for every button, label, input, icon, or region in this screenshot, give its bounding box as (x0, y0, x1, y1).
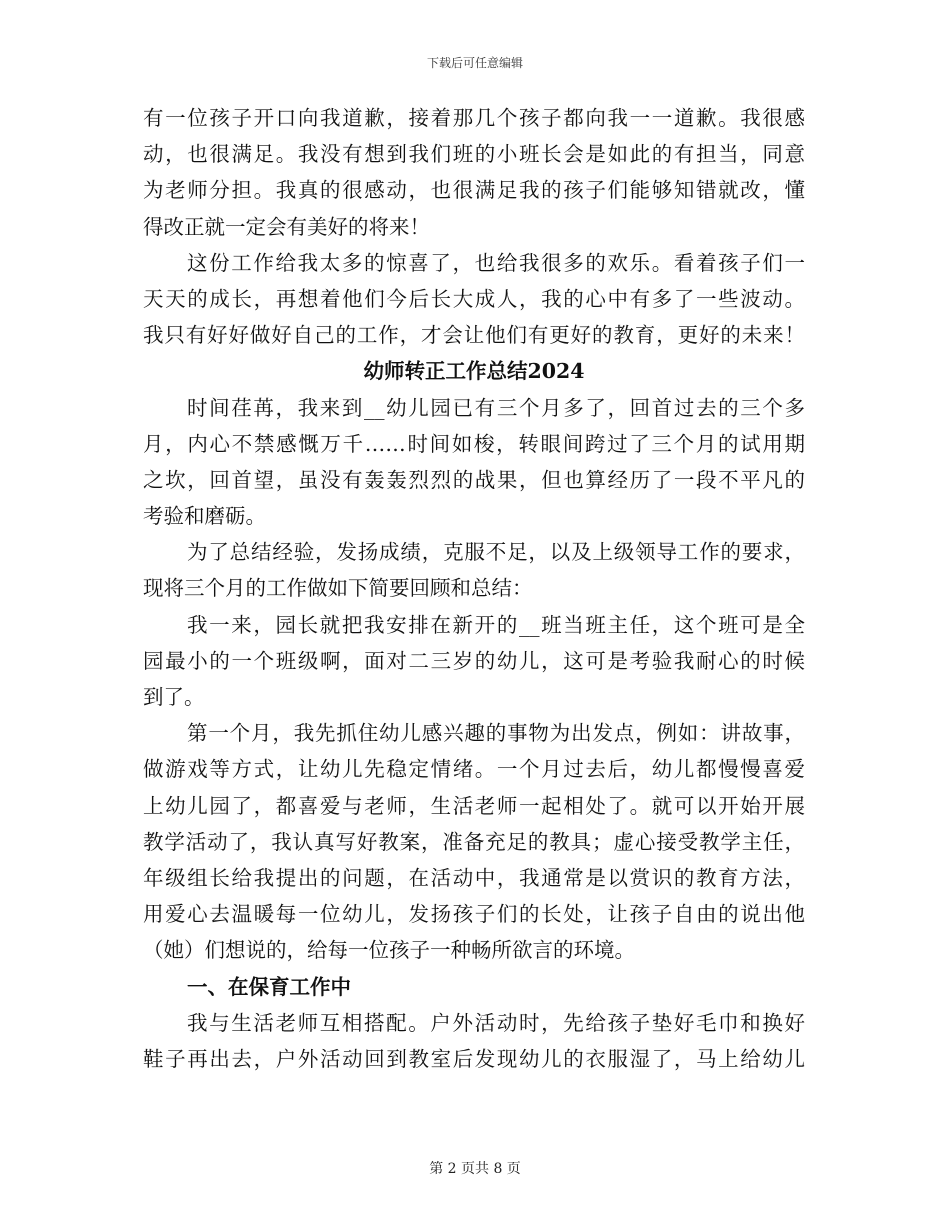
text-line: 得改正就一定会有美好的将来！ (143, 214, 430, 239)
text-line: 考验和磨砺。 (143, 504, 266, 529)
page-header: 下载后可任意编辑 (426, 56, 523, 70)
text-line: 用爱心去温暖每一位幼儿，发扬孩子们的长处，让孩子自由的说出他 (143, 902, 805, 927)
text-line: （她）们想说的，给每一位孩子一种畅所欲言的环境。 (143, 938, 635, 963)
text-line: 上幼儿园了，都喜爱与老师，生活老师一起相处了。就可以开始开展 (143, 793, 805, 818)
text-line: 鞋子再出去，户外活动回到教室后发现幼儿的衣服湿了，马上给幼儿 (143, 1046, 805, 1071)
text-line: 我只有好好做好自己的工作，才会让他们有更好的教育，更好的未来！ (143, 323, 805, 348)
text-line: 这份工作给我太多的惊喜了，也给我很多的欢乐。看着孩子们一 (187, 250, 805, 275)
section-title: 幼师转正工作总结2024 (363, 359, 585, 384)
text-line: 时间荏苒，我来到__幼儿园已有三个月多了，回首过去的三个多 (187, 395, 805, 420)
text-line: 现将三个月的工作做如下简要回顾和总结： (143, 576, 533, 601)
text-line: 天天的成长，再想着他们今后长大成人，我的心中有多了一些波动。 (143, 286, 805, 311)
text-line: 我一来，园长就把我安排在新开的__班当班主任，这个班可是全 (187, 612, 805, 637)
text-line: 园最小的一个班级啊，面对二三岁的幼儿，这可是考验我耐心的时候 (143, 648, 805, 673)
section-heading: 一、在保育工作中 (187, 974, 351, 999)
text-line: 有一位孩子开口向我道歉，接着那几个孩子都向我一一道歉。我很感 (143, 106, 805, 130)
text-line: 年级组长给我提出的问题，在活动中，我通常是以赏识的教育方法， (143, 865, 805, 890)
text-line: 第一个月，我先抓住幼儿感兴趣的事物为出发点，例如：讲故事， (187, 721, 805, 746)
text-line: 到了。 (143, 685, 205, 709)
text-line: 我与生活老师互相搭配。户外活动时，先给孩子垫好毛巾和换好 (187, 1010, 805, 1035)
text-line: 为了总结经验，发扬成绩，克服不足，以及上级领导工作的要求， (187, 540, 805, 565)
text-line: 为老师分担。我真的很感动，也很满足我的孩子们能够知错就改，懂 (143, 178, 805, 203)
text-line: 做游戏等方式，让幼儿先稳定情绪。一个月过去后，幼儿都慢慢喜爱 (143, 757, 805, 782)
page-footer: 第 2 页共 8 页 (429, 1161, 521, 1177)
text-line: 月，内心不禁感慨万千……时间如梭，转眼间跨过了三个月的试用期 (143, 431, 805, 456)
text-line: 之坎，回首望，虽没有轰轰烈烈的战果，但也算经历了一段不平凡的 (143, 467, 805, 492)
text-line: 动，也很满足。我没有想到我们班的小班长会是如此的有担当，同意 (143, 142, 805, 167)
text-line: 教学活动了，我认真写好教案，准备充足的教具；虚心接受教学主任， (143, 829, 805, 854)
document-body (143, 100, 805, 1077)
